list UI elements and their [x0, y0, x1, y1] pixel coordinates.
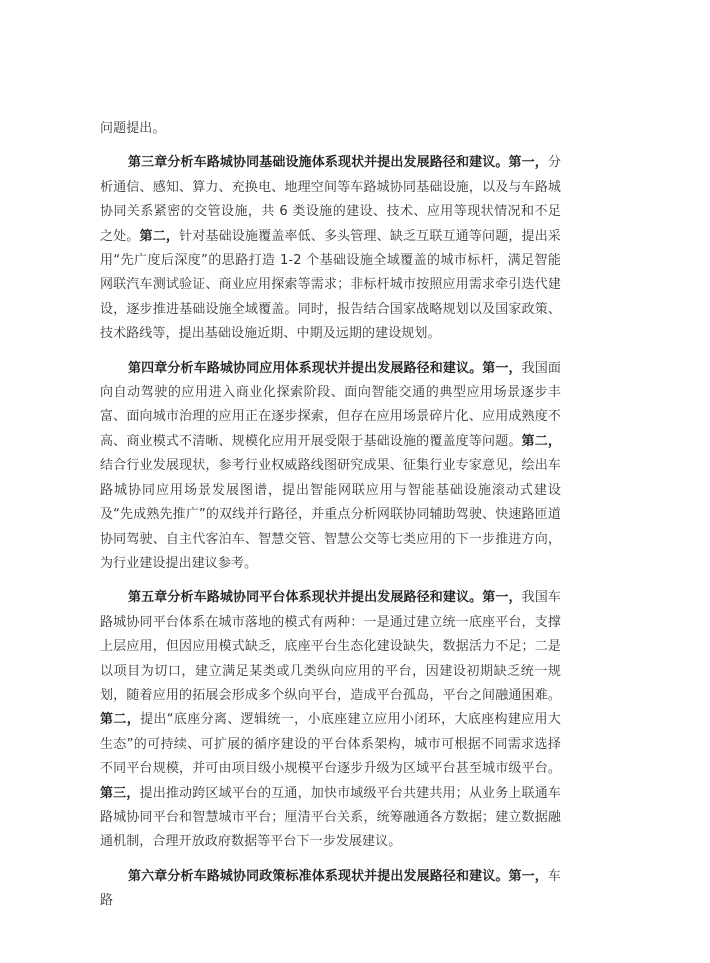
body-text: 我国面向自动驾驶的应用进入商业化探索阶段、面向智能交通的典型应用场景逐步丰富、面向城市治理的应用正在逐步探索，但存在应用场景碎片化、应用成熟度不高、商业模式不清晰、规模化应用开展受限于基础设施的覆盖度等问题。: [100, 360, 561, 449]
body-text: 车路: [100, 868, 561, 909]
bold-lead-text: 第三，: [100, 785, 140, 801]
bold-lead-text: 第三章分析车路城协同基础设施体系现状并提出发展路径和建议。第一，: [128, 155, 548, 171]
paragraph-chapter-3: [100, 151, 561, 346]
bold-lead-text: 第五章分析车路城协同平台体系现状并提出发展路径和建议。第一，: [128, 590, 522, 606]
paragraph-chapter-6: [100, 865, 561, 914]
paragraph-chapter-4: [100, 357, 561, 577]
body-text: 问题提出。: [100, 121, 166, 136]
paragraph-continuation: [100, 117, 561, 141]
bold-lead-text: 第六章分析车路城协同政策标准体系现状并提出发展路径和建议。第一，: [128, 868, 548, 884]
body-text: 针对基础设施覆盖率低、多头管理、缺乏互联互通等问题，提出采用“先广度后深度”的思路打造 1-2 个基础设施全域覆盖的城市标杆，满足智能网联汽车测试验证、商业应用探索等需求；非标杆城市按照应用需求牵引迭代建设，逐步推进基础设施全域覆盖。同时，报告结合国家战略规划以及国家政策、技术路线等，提出基础设施近期、中期及远期的建设规划。: [100, 228, 561, 342]
body-text: 我国车路城协同平台体系在城市落地的模式有两种：一是通过建立统一底座平台，支撑上层应用，但因应用模式缺乏，底座平台生态化建设缺失，数据活力不足；二是以项目为切口，建立满足某类或几类纵向应用的平台，因建设初期缺乏统一规划，随着应用的拓展会形成多个纵向平台，造成平台孤岛，平台之间融通困难。: [100, 590, 561, 703]
bold-lead-text: 第二，: [521, 433, 561, 449]
bold-lead-text: 第四章分析车路城协同应用体系现状并提出发展路径和建议。第一，: [128, 360, 522, 376]
bold-lead-text: 第二，: [100, 712, 141, 728]
bold-lead-text: 第二，: [139, 228, 180, 244]
body-text: 结合行业发展现状，参考行业权威路线图研究成果、征集行业专家意见，绘出车路城协同应用场景发展图谱，提出智能网联应用与智能基础设施滚动式建设及“先成熟先推广”的双线并行路径，并重点分析网联协同辅助驾驶、快速路匝道协同驾驶、自主代客泊车、智慧交管、智慧公交等七类应用的下一步推进方向，为行业建设提出建议参考。: [100, 458, 561, 571]
body-text: 提出“底座分离、逻辑统一，小底座建立应用小闭环，大底座构建应用大生态”的可持续、可扩展的循序建设的平台体系架构，城市可根据不同需求选择不同平台规模，并可由项目级小规模平台逐步升级为区域平台甚至城市级平台。: [100, 712, 561, 777]
body-text: 提出推动跨区域平台的互通，加快市域级平台共建共用；从业务上联通车路城协同平台和智慧城市平台；厘清平台关系，统筹融通各方数据；建立数据融通机制，合理开放政府数据等平台下一步发展建议。: [100, 785, 561, 850]
body-text: 分析通信、感知、算力、充换电、地理空间等车路城协同基础设施，以及与车路城协同关系紧密的交管设施，共 6 类设施的建设、技术、应用等现状情况和不足之处。: [100, 155, 561, 244]
paragraph-chapter-5: [100, 586, 561, 854]
